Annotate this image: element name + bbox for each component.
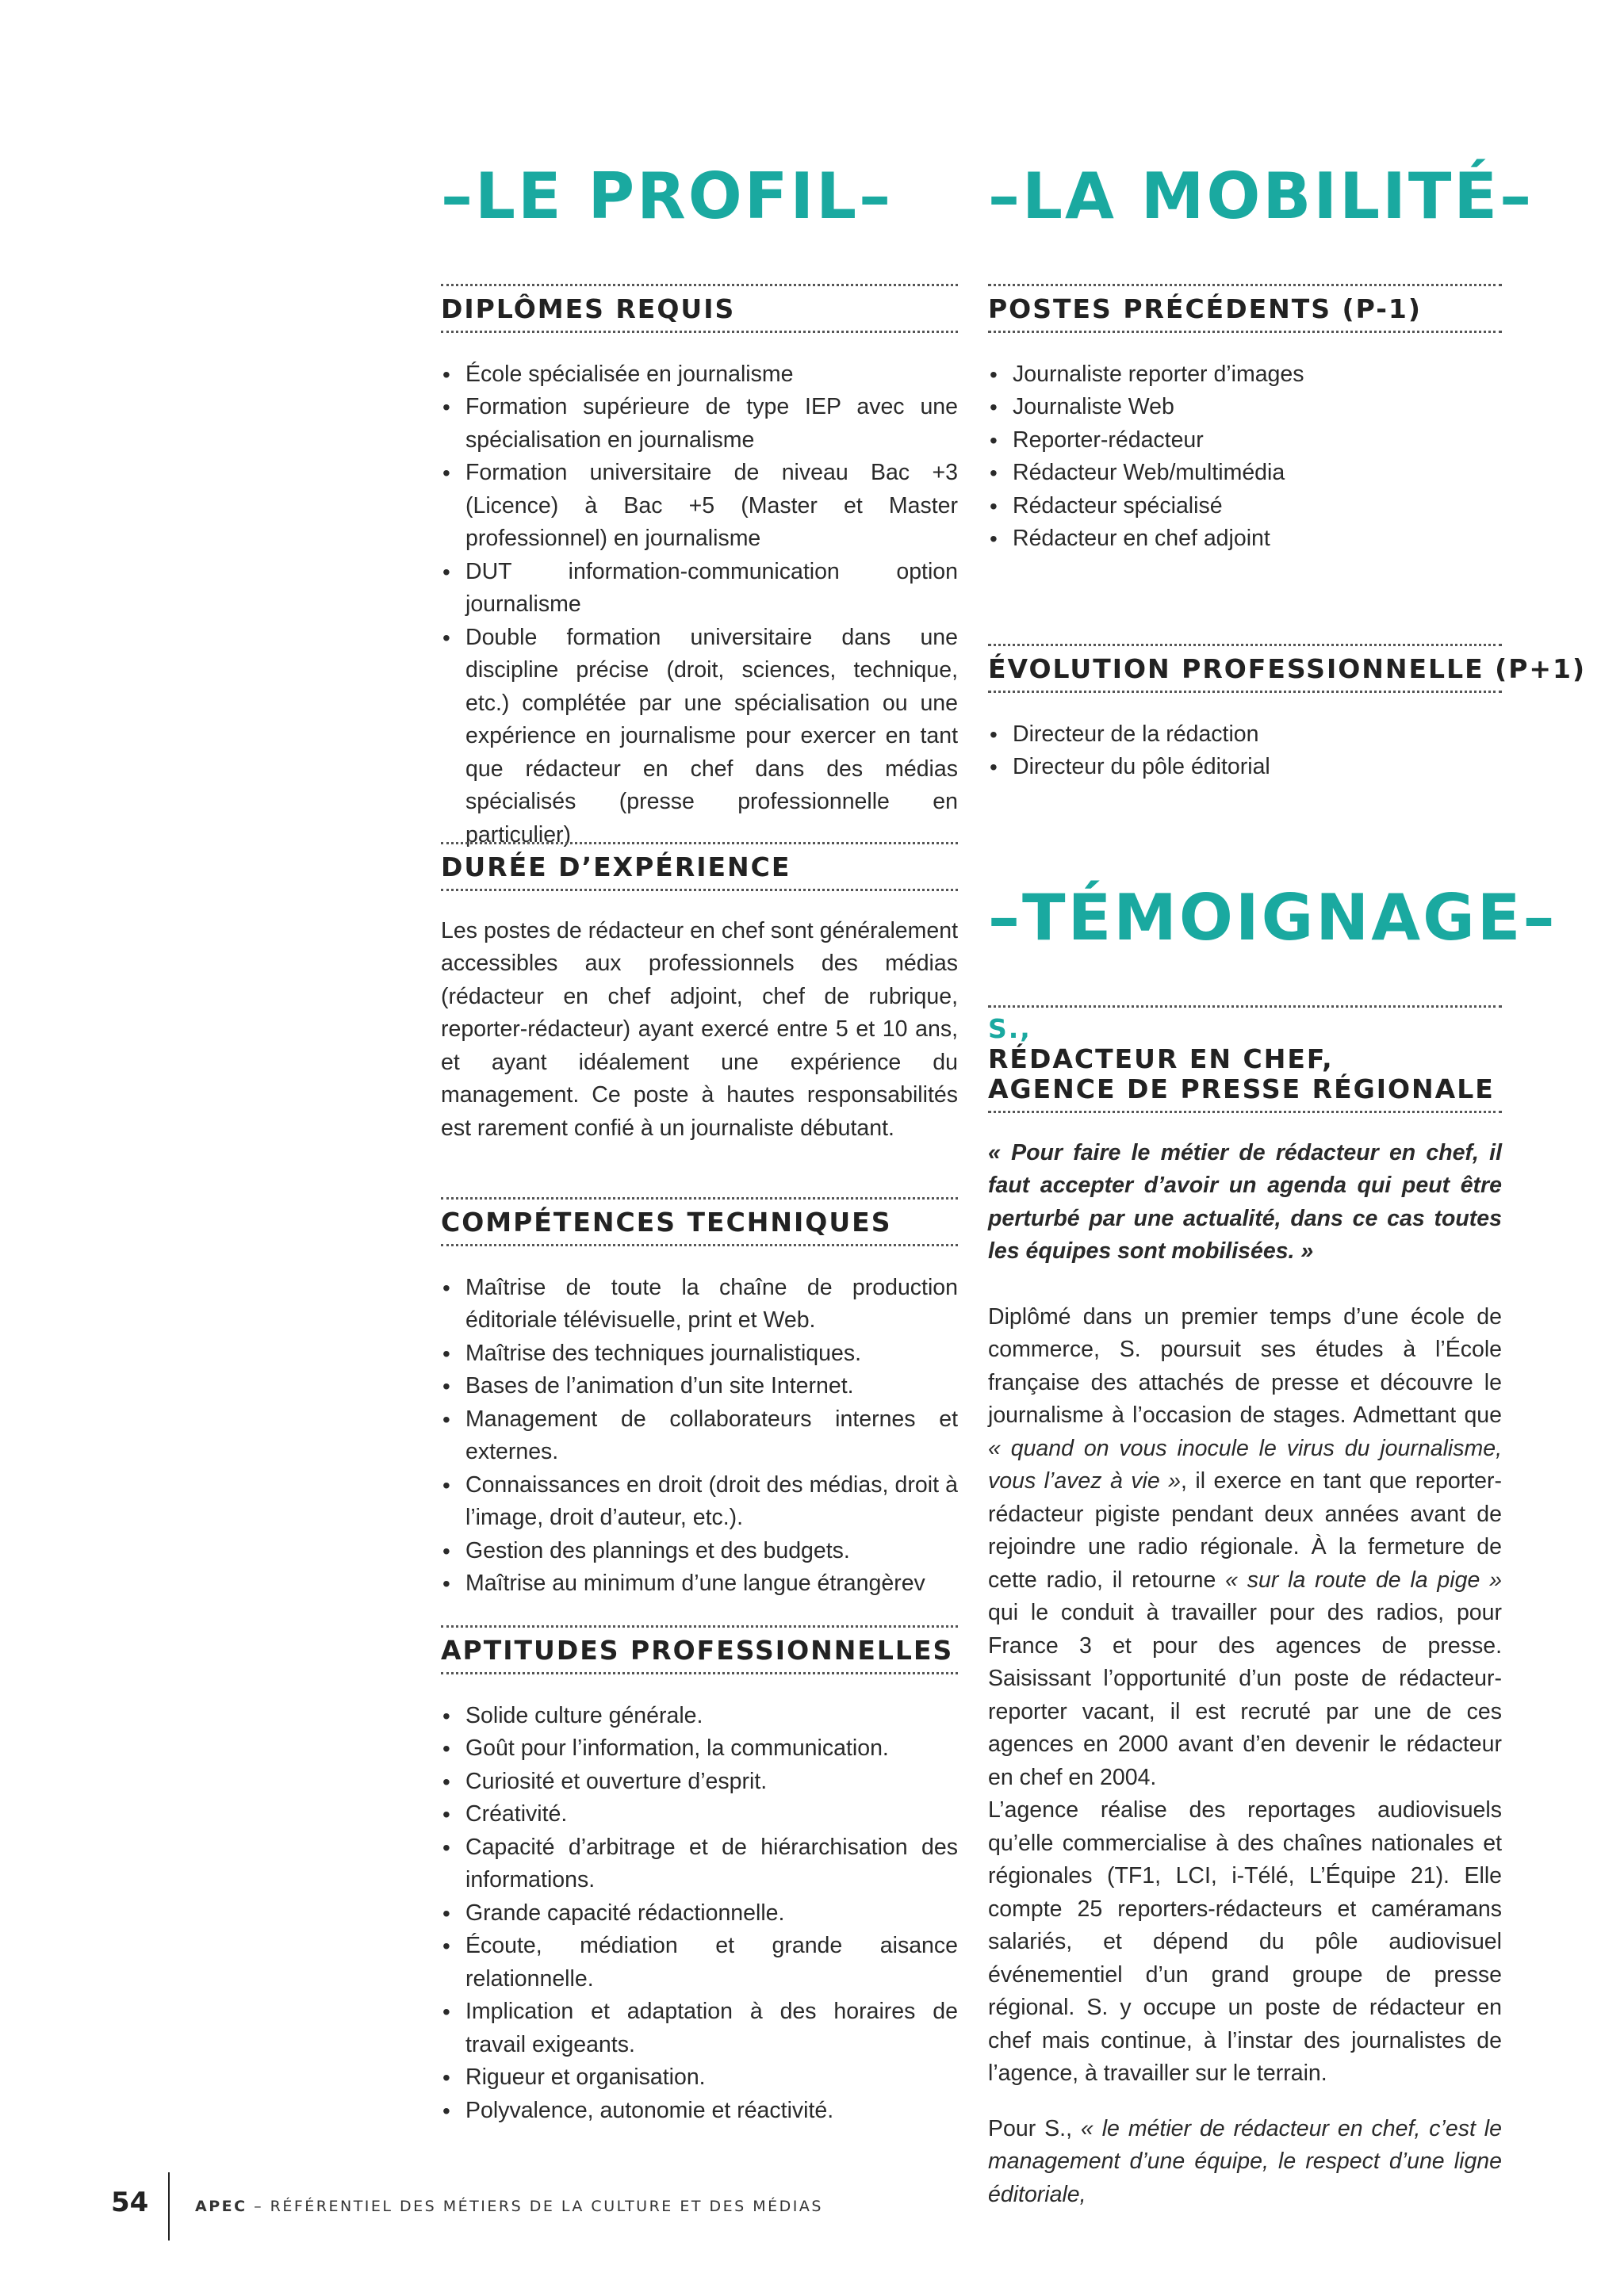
duree-text: Les postes de rédacteur en chef sont généralement accessibles aux professionnels des médias (rédacteur en chef adjoint, chef de rubrique, reporter-rédacteur) ayant exercé entre 5 et 10 ans, et ayant idéalement une expérience du management. Ce poste à hautes responsabilités est rarement confié à un journaliste débutant.: [441, 917, 958, 1141]
list-item: • DUT information-communication option journalisme: [441, 556, 958, 622]
divider: [988, 1111, 1502, 1113]
divider: [441, 331, 958, 333]
list-item: • Double formation universitaire dans une discipline précise (droit, sciences, technique, etc.) complétée par une spécialisation ou une expérience en journalisme pour exercer en tant que rédacteur en chef dans des médias spécialisés (presse professionnelle en particulier): [441, 622, 958, 852]
list-item: • Journaliste Web: [988, 391, 1502, 424]
temoignage-paragraph-1: [988, 1301, 1502, 1795]
precedents-list: [988, 358, 1502, 556]
divider: [988, 331, 1502, 333]
inline-quote: « quand on vous inocule le virus du journalisme, vous l’avez à vie »: [988, 1435, 1502, 1494]
list-item: • Management de collaborateurs internes et externes.: [441, 1403, 958, 1469]
aptitudes-section: [441, 1625, 958, 2127]
footer-title: – RÉFÉRENTIEL DES MÉTIERS DE LA CULTURE ET DES MÉDIAS: [247, 2198, 823, 2215]
list-item: • Reporter-rédacteur: [988, 424, 1502, 457]
list-item: • Connaissances en droit (droit des médias, droit à l’image, droit d’auteur, etc.).: [441, 1469, 958, 1535]
list-item: • Directeur de la rédaction: [988, 718, 1502, 752]
list-item: • Maîtrise de toute la chaîne de production éditoriale télévisuelle, print et Web.: [441, 1272, 958, 1337]
list-item: • Rédacteur Web/multimédia: [988, 457, 1502, 490]
list-item: • Directeur du pôle éditorial: [988, 751, 1502, 784]
temoignage-paragraph-2: L’agence réalise des reportages audiovisuels qu’elle commercialise à des chaînes nationales et régionales (TF1, LCI, i-Télé, L’Équipe 21). Elle compte 25 reporters-rédacteurs et caméramans salariés, et dépend du pôle audiovisuel événementiel d’un grand groupe de presse régional. S. y occupe un poste de rédacteur en chef mais continue, à l’instar des journalistes de l’agence, à travailler sur le terrain.: [988, 1797, 1502, 2087]
competences-list: [441, 1272, 958, 1601]
evolution-heading: ÉVOLUTION PROFESSIONNELLE (P+1): [988, 653, 1587, 684]
list-item: • Créativité.: [441, 1798, 958, 1831]
profil-title: –LE PROFIL–: [441, 159, 894, 233]
divider: [441, 1672, 958, 1674]
precedents-section: [988, 284, 1502, 556]
list-item: • Journaliste reporter d’images: [988, 358, 1502, 392]
aptitudes-list: [441, 1700, 958, 2128]
list-item: • Maîtrise au minimum d’une langue étrangèrev: [441, 1567, 958, 1601]
list-item: • Formation universitaire de niveau Bac +3 (Licence) à Bac +5 (Master et Master professionnel) en journalisme: [441, 457, 958, 556]
diplomes-section: [441, 284, 958, 851]
list-item: • Curiosité et ouverture d’esprit.: [441, 1766, 958, 1799]
list-item: • Implication et adaptation à des horaires de travail exigeants.: [441, 1996, 958, 2061]
divider: [441, 1244, 958, 1246]
text-run: Diplômé dans un premier temps d’une école de commerce, S. poursuit ses études à l’École française des attachés de presse et découvre le journalisme à l’occasion de stages. Admettant que: [988, 1303, 1502, 1429]
list-item: • Goût pour l’information, la communication.: [441, 1732, 958, 1766]
temoignage-title: –TÉMOIGNAGE–: [988, 881, 1557, 955]
inline-quote: « sur la route de la pige »: [1225, 1567, 1502, 1593]
duree-section: [441, 842, 958, 1145]
footer-divider: [168, 2172, 170, 2241]
text-run: , il exerce en tant que reporter-rédacteur pigiste pendant deux années avant de rejoindre une radio régionale. À la fermeture de cette radio, il retourne: [988, 1468, 1502, 1593]
list-item: • Formation supérieure de type IEP avec une spécialisation en journalisme: [441, 391, 958, 457]
text-run: qui le conduit à travailler pour des radios, pour France 3 et pour des agences de presse. Saisissant l’opportunité d’un poste de rédacteur-reporter vacant, il est recruté par une de ces agences en 2000 avant d’en devenir le rédacteur en chef en 2004.: [988, 1600, 1502, 1790]
page-footer: [0, 2172, 1624, 2244]
aptitudes-heading: APTITUDES PROFESSIONNELLES: [441, 1635, 954, 1666]
temoignage-section: [988, 1005, 1502, 2211]
footer-caption: [195, 2198, 823, 2215]
list-item: • Rigueur et organisation.: [441, 2061, 958, 2095]
list-item: • Solide culture générale.: [441, 1700, 958, 1733]
divider: [441, 889, 958, 891]
list-item: • Polyvalence, autonomie et réactivité.: [441, 2095, 958, 2128]
list-item: • Capacité d’arbitrage et de hiérarchisation des informations.: [441, 1831, 958, 1897]
list-item: • Rédacteur en chef adjoint: [988, 522, 1502, 556]
inline-quote: « le métier de rédacteur en chef, c’est le management d’une équipe, le respect d’une ligne éditoriale,: [988, 2115, 1502, 2207]
text-run: Pour S.,: [988, 2115, 1081, 2141]
temoignage-initial: S.,: [988, 1013, 1032, 1044]
diplomes-list: [441, 358, 958, 852]
list-item: • Grande capacité rédactionnelle.: [441, 1897, 958, 1931]
evolution-list: [988, 718, 1502, 784]
temoignage-role-line1: RÉDACTEUR EN CHEF,: [988, 1043, 1334, 1074]
footer-brand: APEC: [195, 2198, 247, 2215]
duree-heading: DURÉE D’EXPÉRIENCE: [441, 851, 791, 882]
list-item: • École spécialisée en journalisme: [441, 358, 958, 392]
temoignage-quote: « Pour faire le métier de rédacteur en chef, il faut accepter d’avoir un agenda qui peut être perturbé par une actualité, dans ce cas toutes les équipes sont mobilisées. »: [988, 1139, 1502, 1265]
list-item: • Rédacteur spécialisé: [988, 490, 1502, 523]
precedents-heading: POSTES PRÉCÉDENTS (P-1): [988, 293, 1422, 324]
competences-heading: COMPÉTENCES TECHNIQUES: [441, 1207, 892, 1238]
evolution-section: [988, 644, 1587, 784]
diplomes-heading: DIPLÔMES REQUIS: [441, 293, 736, 324]
list-item: • Maîtrise des techniques journalistiques.: [441, 1337, 958, 1371]
list-item: • Gestion des plannings et des budgets.: [441, 1535, 958, 1568]
temoignage-role-line2: AGENCE DE PRESSE RÉGIONALE: [988, 1073, 1495, 1104]
divider: [988, 691, 1502, 693]
competences-section: [441, 1197, 958, 1601]
list-item: • Bases de l’animation d’un site Internet.: [441, 1370, 958, 1403]
list-item: • Écoute, médiation et grande aisance relationnelle.: [441, 1930, 958, 1996]
mobilite-title: –LA MOBILITÉ–: [988, 159, 1534, 233]
page-number: 54: [111, 2187, 149, 2218]
